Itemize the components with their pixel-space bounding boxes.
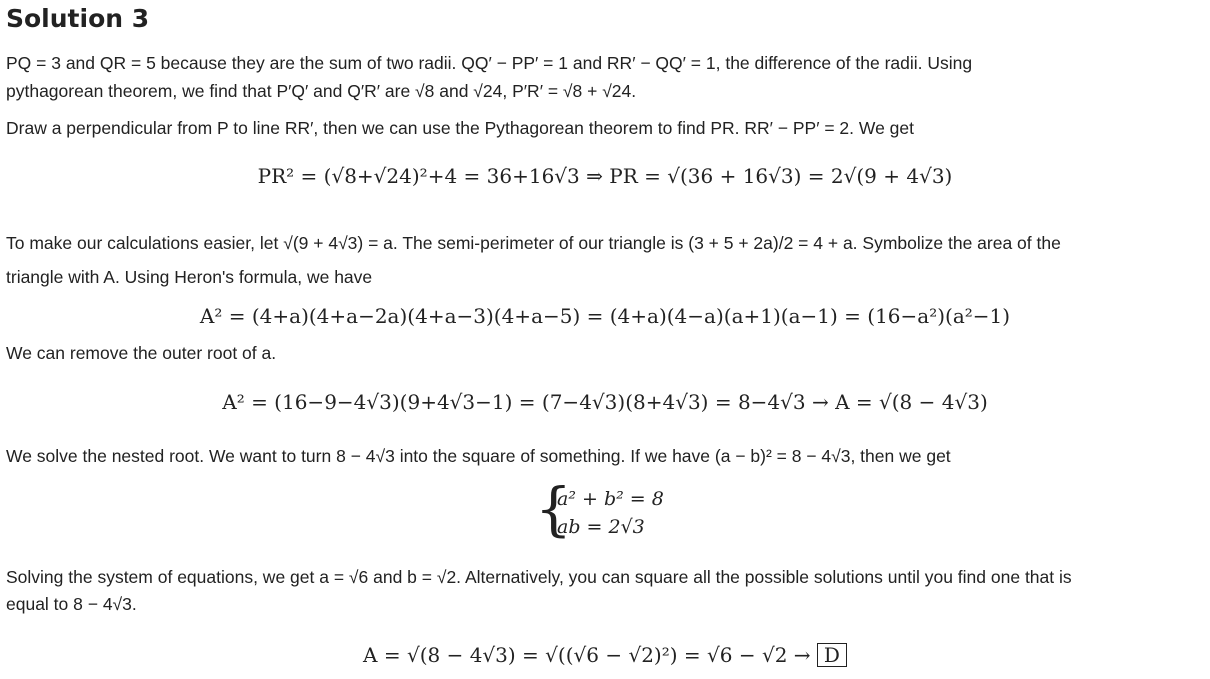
system-row-1: a² + b² = 8 (557, 488, 664, 510)
paragraph-line-2: pythagorean theorem, we find that P′Q′ and Q′R′ are √8 and √24, P′R′ = √8 + √24. (6, 81, 637, 101)
system-brace: { (535, 475, 572, 543)
equation-pr-squared: PR² = (√8+√24)²+4 = 36+16√3 ⇒ PR = √(36 + 16√3) = 2√(9 + 4√3) (257, 164, 953, 188)
equation-area-squared: A² = (16−9−4√3)(9+4√3−1) = (7−4√3)(8+4√3) = 8−4√3 → A = √(8 − 4√3) (222, 390, 988, 414)
answer-box: D (817, 643, 847, 667)
paragraph-line-3: Draw a perpendicular from P to line RR′, then we can use the Pythagorean theorem to find PR. RR′ − PP′ = 2. We get (6, 118, 915, 138)
paragraph-line-5: triangle with A. Using Heron's formula, we have (6, 267, 373, 287)
equation-final (0, 643, 1210, 667)
equation-system (535, 475, 715, 548)
paragraph-line-7: We solve the nested root. We want to turn 8 − 4√3 into the square of something. If we have (a − b)² = 8 − 4√3, then we get (6, 446, 951, 466)
paragraph-line-9: equal to 8 − 4√3. (6, 594, 137, 614)
paragraph-line-4: To make our calculations easier, let √(9 + 4√3) = a. The semi-perimeter of our triangle is (3 + 5 + 2a)/2 = 4 + a. Symbolize the area of the (6, 233, 1061, 253)
paragraph-line-6: We can remove the outer root of a. (6, 343, 277, 363)
paragraph-line-8: Solving the system of equations, we get a = √6 and b = √2. Alternatively, you can square all the possible solutions until you find one that is (6, 567, 1072, 587)
equation-final-text: A = √(8 − 4√3) = √((√6 − √2)²) = √6 − √2 → (363, 643, 811, 667)
page-title: Solution 3 (6, 4, 150, 33)
equation-heron: A² = (4+a)(4+a−2a)(4+a−3)(4+a−5) = (4+a)(4−a)(a+1)(a−1) = (16−a²)(a²−1) (199, 304, 1011, 328)
system-row-2: ab = 2√3 (557, 516, 645, 538)
paragraph-line-1: PQ = 3 and QR = 5 because they are the sum of two radii. QQ′ − PP′ = 1 and RR′ − QQ′ = 1, the difference of the radii. Using (6, 53, 973, 73)
